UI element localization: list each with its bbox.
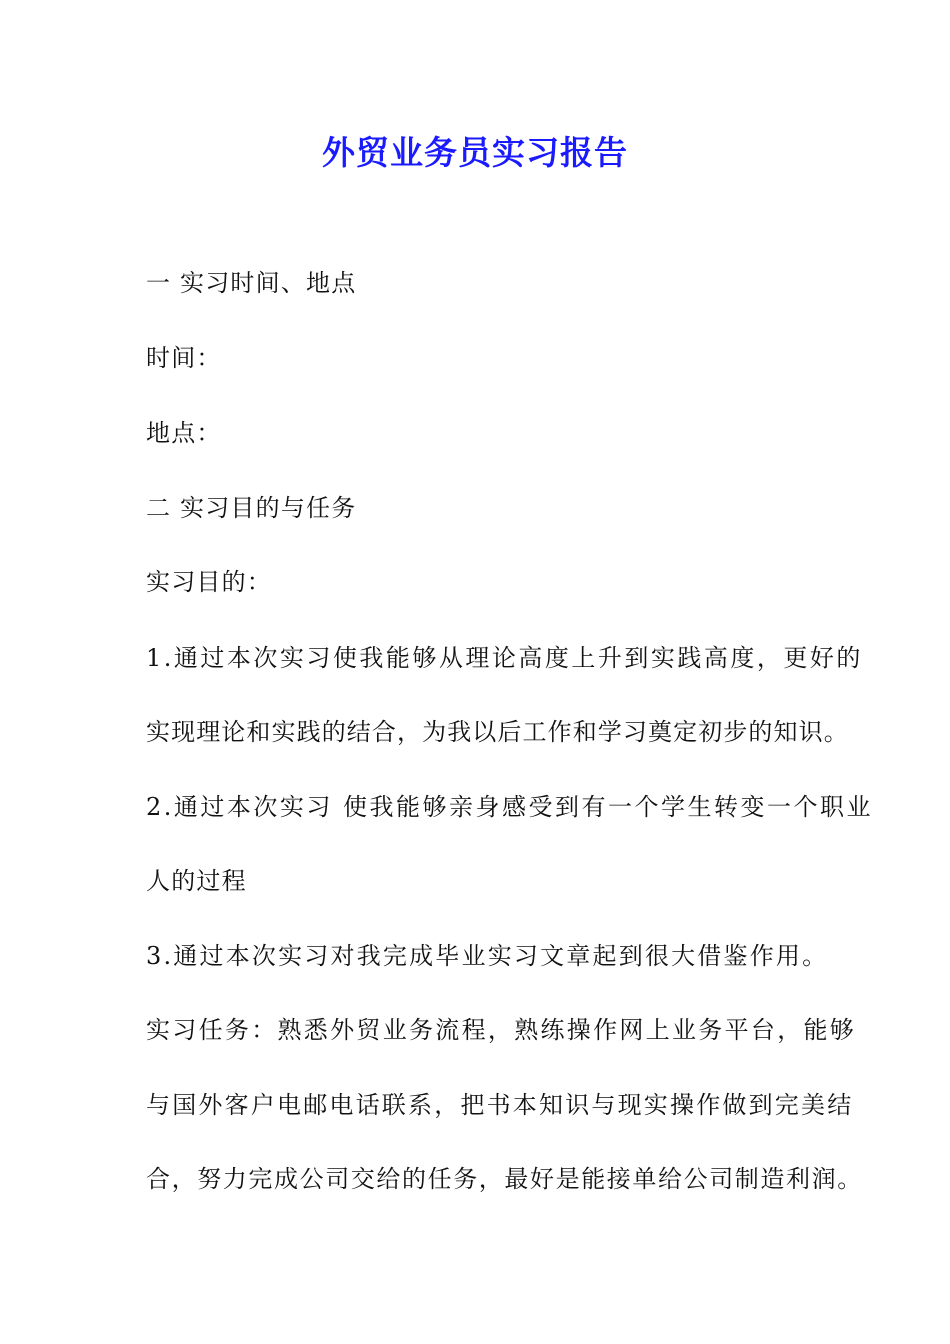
purpose-label: 实习目的：	[146, 568, 272, 596]
paragraph-line: 与国外客户电邮电话联系，把书本知识与现实操作做到完美结	[146, 1091, 854, 1119]
paragraph-line: 实现理论和实践的结合，为我以后工作和学习奠定初步的知识。	[146, 718, 849, 746]
paragraph-line: 合，努力完成公司交给的任务，最好是能接单给公司制造利润。	[146, 1165, 863, 1193]
section-heading-purpose: 二 实习目的与任务	[146, 494, 357, 522]
time-field-label: 时间：	[146, 344, 222, 372]
paragraph-line: 1.通过本次实习使我能够从理论高度上升到实践高度，更好的	[146, 644, 863, 672]
place-field-label: 地点：	[146, 419, 222, 447]
paragraph-line: 2.通过本次实习 使我能够亲身感受到有一个学生转变一个职业	[146, 793, 874, 821]
section-heading-time-place: 一 实习时间、地点	[146, 269, 357, 297]
paragraph-line: 人的过程	[146, 867, 247, 895]
paragraph-line: 实习任务：熟悉外贸业务流程，熟练操作网上业务平台，能够	[146, 1016, 857, 1044]
document-title: 外贸业务员实习报告	[322, 133, 628, 172]
paragraph-line: 3.通过本次实习对我完成毕业实习文章起到很大借鉴作用。	[146, 942, 829, 970]
